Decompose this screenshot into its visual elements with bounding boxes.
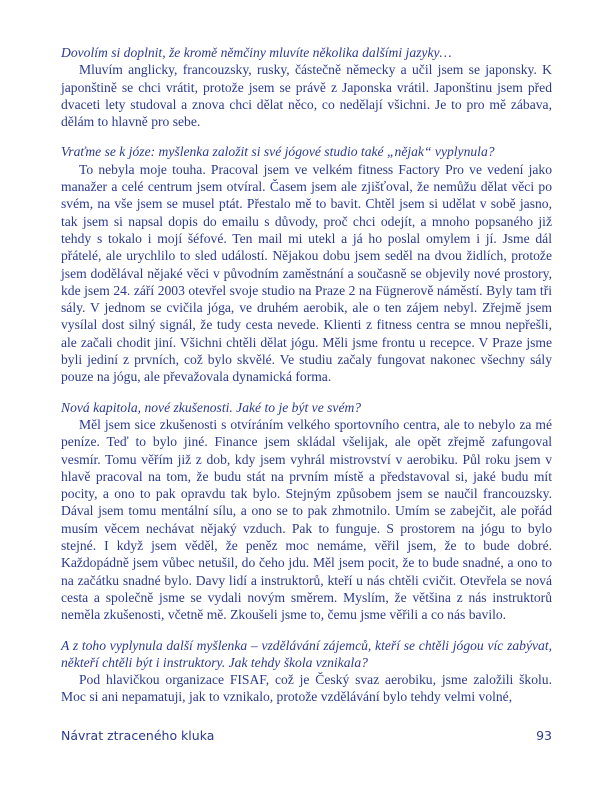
interview-question-4: A z toho vyplynula další myšlenka – vzdělávání zájemců, kteří se chtěli jógou víc zabývat, někteří chtěli být i instruktory. Jak tehdy škola vznikala?: [61, 637, 552, 670]
page-content: [61, 44, 552, 719]
book-title: Návrat ztraceného kluka: [61, 728, 215, 743]
interview-answer-4: Pod hlavičkou organizace FISAF, což je Český svaz aerobiku, jsme založili školu. Moc si ani nepamatuji, jak to vznikalo, protože vzdělávání bylo tehdy velmi volné,: [61, 672, 552, 705]
page-footer: [61, 728, 552, 743]
page-number: 93: [536, 728, 552, 743]
interview-question-2: Vraťme se k józe: myšlenka založit si své jógové studio také „nějak“ vyplynula?: [61, 144, 495, 160]
interview-question-3: Nová kapitola, nové zkušenosti. Jaké to je být ve svém?: [61, 399, 362, 415]
interview-answer-2: To nebyla moje touha. Pracoval jsem ve velkém fitness Factory Pro ve vedení jako manažer a celé centrum jsem otvíral. Časem jsem ale zjišťoval, že nemůžu dělat věci po svém, na vše jsem se musel ptát. Přestalo mě to bavit. Chtěl jsem si udělat v sobě jasno, tak jsem si napsal dopis do emailu s důvody, proč chci odejít, a mnoho popsaného již tehdy s tokalo i mojí šéfové. Ten mail mi utekl a já ho poslal omylem i jí. Jsme dál přátelé, ale urychlilo to sled událostí. Nějakou dobu jsem seděl na dvou židlích, protože jsem dodělával nějaké věci v původním zaměstnání a současně se objevily nové prostory, kde jsem 24. září 2003 otevřel svoje studio na Praze 2 na Fügnerově náměstí. Byly tam tři sály. V jednom se cvičila jóga, ve druhém aerobik, ale o ten zájem nebyl. Zřejmě jsem vysílal dost silný signál, že tudy cesta nevede. Klienti z fitness centra se mnou nepřešli, ale začali chodit jiní. Všichni chtěli dělat jógu. Měli jsme frontu u recepce. V Praze jsme byli jediní z prvních, což bylo skvělé. Ve studiu začaly fungovat nakonec všechny sály pouze na jógu, ale převažovala dynamická forma.: [61, 161, 552, 385]
interview-question-1: Dovolím si doplnit, že kromě němčiny mluvíte několika dalšími jazyky…: [61, 45, 452, 60]
interview-answer-3: Měl jsem sice zkušenosti s otvíráním velkého sportovního centra, ale to nebylo za mé peníze. Teď to bylo jiné. Finance jsem skládal všelijak, ale opět zřejmě zafungoval vesmír. Tomu věřím již z dob, kdy jsem vyhrál mistrovství v aerobiku. Půl roku jsem v hlavě pracoval na tom, že budu stát na prvním místě a představoval si, jaké budu mít pocity, a ono to pak opravdu tak bylo. Stejným způsobem jsem se naučil francouzsky. Dával jsem tomu mentální sílu, a ono se to pak zhmotnilo. Umím se zabejčit, ale pořád musím věcem nechávat nějaký vzduch. Pak to funguje. S prostorem na jógu to bylo stejné. I když jsem věděl, že peněz moc nemáme, věřil jsem, že to bude dobré. Každopádně jsem vůbec netušil, do čeho jdu. Měl jsem pocit, že to bude snadné, a ono to na začátku snadné bylo. Davy lidí a instruktorů, kteří u nás chtěli cvičit. Otevřela se nová cesta a společně jsme se vydali novým směrem. Myslím, že většina z nás instruktorů neměla zkušenosti, včetně mě. Zkoušeli jsme to, čemu jsme věřili a co nás bavilo.: [61, 416, 552, 623]
interview-answer-1: Mluvím anglicky, francouzsky, rusky, částečně německy a učil jsem se japonsky. K japonštině se chci vrátit, protože jsem se právě z Japonska vrátil. Japonštinu jsem před dvaceti lety studoval a znova chci dělat něco, co nedělají všichni. Je to pro mě zábava, dělám to hlavně pro sebe.: [61, 62, 552, 130]
